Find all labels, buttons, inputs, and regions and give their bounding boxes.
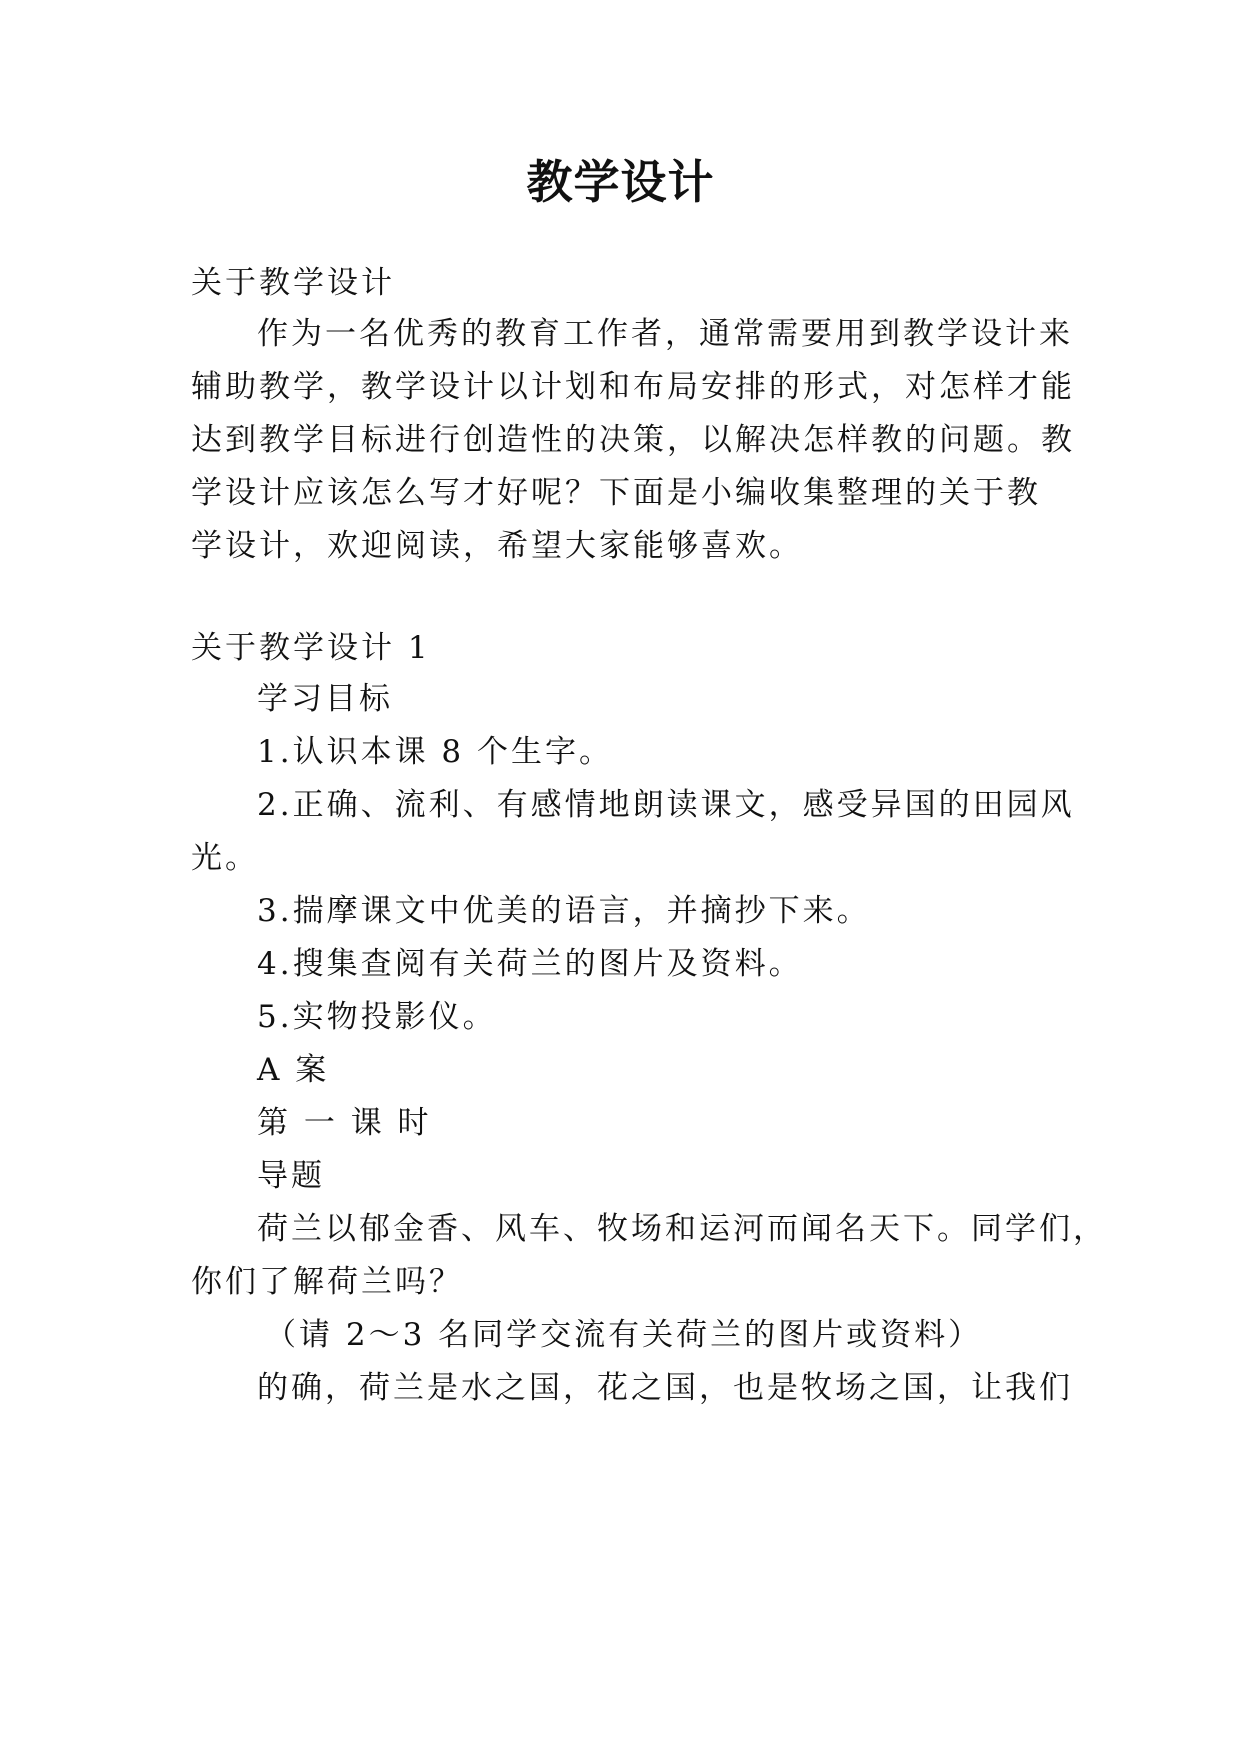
last-line: 的确，荷兰是水之国，花之国，也是牧场之国，让我们 bbox=[257, 1370, 1073, 1406]
section-heading: 关于教学设计 1 bbox=[191, 630, 431, 666]
goal-item-5: 5.实物投影仪。 bbox=[257, 999, 497, 1035]
lesson-label: 第 一 课 时 bbox=[257, 1105, 432, 1141]
goal-item-4: 4.搜集查阅有关荷兰的图片及资料。 bbox=[257, 946, 803, 982]
note-line: （请 2～3 名同学交流有关荷兰的图片或资料） bbox=[265, 1317, 983, 1353]
goals-heading: 学习目标 bbox=[257, 681, 393, 717]
goal-item-2: 2.正确、流利、有感情地朗读课文，感受异国的田园风 bbox=[257, 787, 1075, 823]
goal-item-2-continued: 光。 bbox=[191, 840, 259, 876]
intro-line-1: 作为一名优秀的教育工作者，通常需要用到教学设计来 bbox=[257, 316, 1073, 352]
plan-label: A 案 bbox=[257, 1052, 330, 1088]
intro-heading: 关于教学设计 bbox=[191, 265, 395, 301]
goal-item-3: 3.揣摩课文中优美的语言，并摘抄下来。 bbox=[257, 893, 871, 929]
document-title: 教学设计 bbox=[526, 155, 715, 209]
guide-line-2: 你们了解荷兰吗？ bbox=[191, 1264, 463, 1300]
intro-line-3: 达到教学目标进行创造性的决策，以解决怎样教的问题。教 bbox=[191, 422, 1075, 458]
intro-line-2: 辅助教学，教学设计以计划和布局安排的形式，对怎样才能 bbox=[191, 369, 1075, 405]
guide-line-1: 荷兰以郁金香、风车、牧场和运河而闻名天下。同学们， bbox=[257, 1211, 1107, 1247]
intro-line-5: 学设计，欢迎阅读，希望大家能够喜欢。 bbox=[191, 528, 803, 564]
goal-item-1: 1.认识本课 8 个生字。 bbox=[257, 734, 614, 770]
guide-label: 导题 bbox=[257, 1158, 325, 1194]
intro-line-4: 学设计应该怎么写才好呢？下面是小编收集整理的关于教 bbox=[191, 475, 1041, 511]
